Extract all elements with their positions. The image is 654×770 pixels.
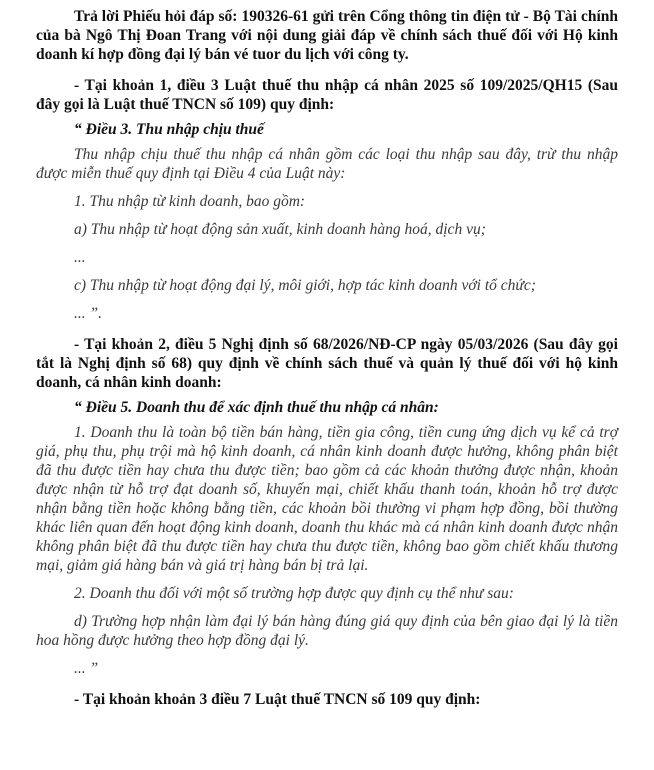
article-5-item-2: 2. Doanh thu đối với một số trường hợp được quy định cụ thể như sau: bbox=[74, 585, 514, 602]
article-5-item-1: 1. Doanh thu là toàn bộ tiền bán hàng, tiền gia công, tiền cung ứng dịch vụ kể cả trợ giá, phụ thu, phụ trội mà hộ kinh doanh, cá nhân kinh doanh được hưởng, không phân biệt đã thu được tiền hay chưa thu được tiền; bao gồm cả các khoản thưởng được nhận, khoản được nhận từ hỗ trợ đạt doanh số, khuyến mại, chiết khấu thanh toán, khoản hỗ trợ được nhận bằng tiền hoặc không bằng tiền, các khoản bồi thường vi phạm hợp đồng, bồi thường khác liên quan đến hoạt động kinh doanh, doanh thu khác mà cá nhân kinh doanh được nhận không phân biệt đã thu được tiền hay chưa thu được tiền, không bao gồm chiết khấu thương mại, giảm giá hàng bán và giá trị hàng bán bị trả lại. bbox=[36, 424, 618, 574]
article-3-item-c: c) Thu nhập từ hoạt động đại lý, môi giới, hợp tác kinh doanh với tổ chức; bbox=[74, 277, 536, 294]
article-5-item-d: d) Trường hợp nhận làm đại lý bán hàng đúng giá quy định của bên giao đại lý là tiền hoa hồng được hưởng theo hợp đồng đại lý. bbox=[36, 613, 618, 649]
article-3-body: Thu nhập chịu thuế thu nhập cá nhân gồm các loại thu nhập sau đây, trừ thu nhập được miễn thuế quy định tại Điều 4 của Luật này: bbox=[36, 146, 618, 182]
article-5-heading: “ Điều 5. Doanh thu để xác định thuế thu nhập cá nhân: bbox=[74, 399, 439, 416]
article-3-heading: “ Điều 3. Thu nhập chịu thuế bbox=[74, 121, 264, 138]
article-3-ellipsis: ... bbox=[74, 249, 86, 266]
article-3-closing: ... ”. bbox=[74, 305, 102, 322]
article-3-item-1: 1. Thu nhập từ kinh doanh, bao gồm: bbox=[74, 193, 306, 210]
reference-law-109: - Tại khoản 1, điều 3 Luật thuế thu nhập cá nhân 2025 số 109/2025/QH15 (Sau đây gọi là Luật thuế TNCN số 109) quy định: bbox=[36, 77, 618, 113]
reference-law-109-article-7: - Tại khoản khoản 3 điều 7 Luật thuế TNCN số 109 quy định: bbox=[74, 691, 481, 708]
reference-decree-68: - Tại khoản 2, điều 5 Nghị định số 68/2026/NĐ-CP ngày 05/03/2026 (Sau đây gọi tắt là Nghị định số 68) quy định về chính sách thuế và quản lý thuế đối với hộ kinh doanh, cá nhân kinh doanh: bbox=[36, 336, 618, 391]
intro-paragraph: Trả lời Phiếu hỏi đáp số: 190326-61 gửi trên Cổng thông tin điện tử - Bộ Tài chính của bà Ngô Thị Đoan Trang với nội dung giải đáp về chính sách thuế đối với Hộ kinh doanh kí hợp đồng đại lý bán vé tuor du lịch với công ty. bbox=[36, 8, 618, 63]
article-3-item-a: a) Thu nhập từ hoạt động sản xuất, kinh doanh hàng hoá, dịch vụ; bbox=[74, 221, 486, 238]
article-5-closing: ... ” bbox=[74, 660, 99, 677]
